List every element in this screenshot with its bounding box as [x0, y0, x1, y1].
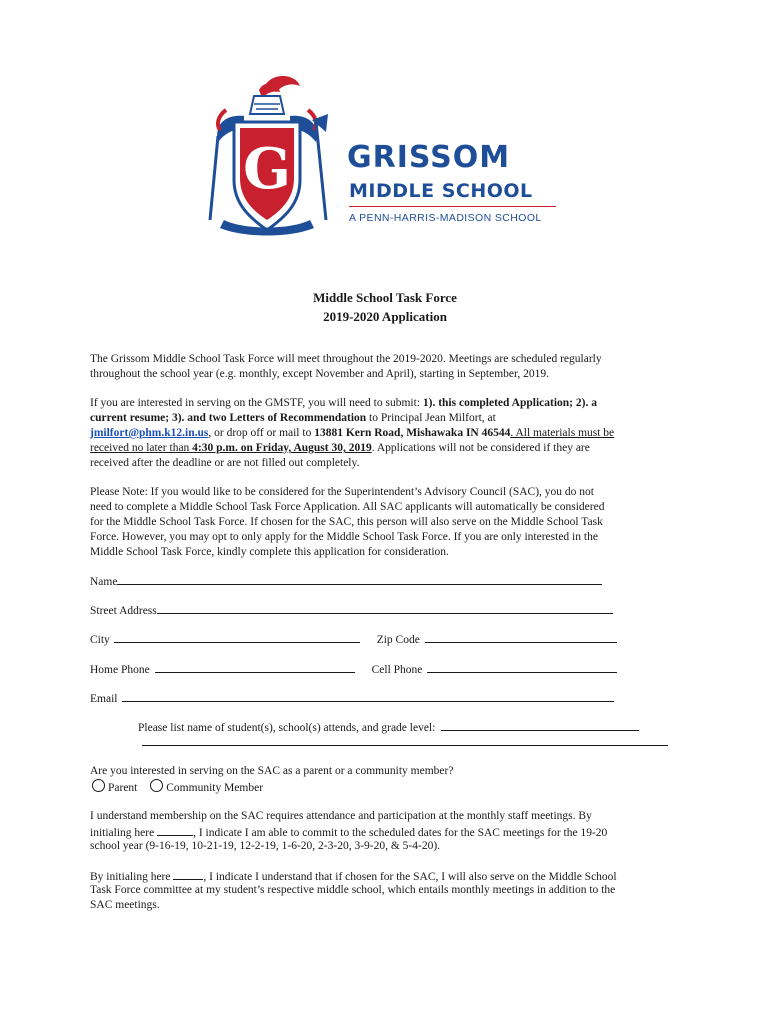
commit-line-3: school year (9-16-19, 10-21-19, 12-2-19, 1-6-20, 2-3-20, 3-9-20, & 5-4-20). — [90, 840, 441, 852]
parent-radio[interactable] — [92, 779, 105, 792]
students-label: Please list name of student(s), school(s) attends, and grade level: — [138, 722, 436, 734]
logo-school-type: MIDDLE SCHOOL — [349, 180, 533, 202]
logo-divider — [349, 206, 556, 207]
submit-line-3 — [90, 426, 614, 441]
street-address-field[interactable] — [157, 602, 613, 614]
name-field-row — [90, 573, 602, 590]
commit-initial-text: initialing here — [90, 827, 158, 839]
name-label: Name — [90, 576, 118, 588]
students-field[interactable] — [441, 719, 639, 731]
sac-question: Are you interested in serving on the SAC as a parent or a community member? — [90, 765, 454, 777]
school-address: 13881 Kern Road, Mishawaka IN 46544 — [314, 427, 511, 439]
final-initial-text: By initialing here — [90, 871, 174, 883]
submit-line-4 — [90, 441, 590, 456]
crest-letter: G — [243, 136, 291, 202]
city-field[interactable] — [114, 631, 360, 643]
submit-items: 1). this completed Application; 2). a — [422, 397, 597, 409]
sac-options-row — [90, 779, 263, 796]
parent-option-label: Parent — [108, 782, 138, 794]
cell-phone-label: Cell Phone — [371, 664, 423, 676]
final-line-3: SAC meetings. — [90, 899, 160, 911]
home-phone-field[interactable] — [155, 661, 355, 673]
principal-email-link[interactable]: jmilfort@phm.k12.in.us — [90, 427, 209, 439]
submit-line-1 — [90, 396, 597, 411]
intro-line-2: throughout the school year (e.g. monthly, except November and April), starting in September, 2019. — [90, 368, 550, 380]
submit-line-5: received after the deadline or are not filled out completely. — [90, 457, 360, 469]
students-row-2 — [142, 734, 668, 751]
logo-tagline: A PENN-HARRIS-MADISON SCHOOL — [349, 212, 542, 224]
note-line-4: Force. However, you may opt to only apply for the Middle School Task Force. If you are only interested in the — [90, 531, 598, 543]
submit-text: If you are interested in serving on the GMSTF, you will need to submit: — [90, 397, 423, 409]
logo-school-name: GRISSOM — [347, 140, 511, 175]
submission-deadline: 4:30 p.m. on Friday, August 30, 2019 — [192, 442, 372, 454]
note-line-5: Middle School Task Force, kindly complete this application for consideration. — [90, 546, 449, 558]
submit-items-2: current resume; 3). and two Letters of Recommendation — [90, 412, 367, 424]
note-line-1: Please Note: If you would like to be considered for the Superintendent’s Advisory Council (SAC), you do not — [90, 486, 595, 498]
students-field-continued[interactable] — [142, 734, 668, 746]
page-title: Middle School Task Force — [313, 290, 457, 305]
final-line-2: Task Force committee at my student’s respective middle school, which entails monthly meetings in addition to the — [90, 884, 616, 896]
final-initials-field[interactable] — [173, 868, 203, 880]
city-zip-row — [90, 631, 617, 648]
submit-consider: . Applications will not be considered if they are — [371, 442, 590, 454]
email-label: Email — [90, 693, 118, 705]
submit-to: to Principal Jean Milfort, at — [366, 412, 496, 424]
cell-phone-field[interactable] — [427, 661, 617, 673]
zip-code-field[interactable] — [425, 631, 617, 643]
street-label: Street Address — [90, 605, 157, 617]
submit-received: received no later than — [90, 442, 193, 454]
note-line-2: need to complete a Middle School Task Force Application. All SAC applicants will automatically be considered — [90, 501, 605, 513]
zip-label: Zip Code — [376, 634, 420, 646]
email-field[interactable] — [122, 690, 614, 702]
community-member-radio[interactable] — [150, 779, 163, 792]
submit-must: . All materials must be — [510, 427, 615, 439]
city-label: City — [90, 634, 110, 646]
submit-mail: , or drop off or mail to — [208, 427, 315, 439]
submit-line-2 — [90, 411, 496, 426]
crest-icon — [204, 70, 334, 240]
school-logo — [204, 70, 564, 240]
intro-line-1: The Grissom Middle School Task Force will meet throughout the 2019-2020. Meetings are scheduled regularly — [90, 353, 602, 365]
page-subtitle: 2019-2020 Application — [323, 309, 447, 324]
note-line-3: for the Middle School Task Force. If chosen for the SAC, this person will also serve on the Middle School Task — [90, 516, 603, 528]
name-field[interactable] — [117, 573, 602, 585]
community-option-label: Community Member — [166, 782, 264, 794]
final-understand-text: , I indicate I understand that if chosen for the SAC, I will also serve on the Middle School — [203, 871, 617, 883]
email-field-row — [90, 690, 614, 707]
commit-initials-field[interactable] — [157, 824, 193, 836]
commit-line-1: I understand membership on the SAC requires attendance and participation at the monthly staff meetings. By — [90, 810, 592, 822]
home-phone-label: Home Phone — [90, 664, 150, 676]
commit-dates-text: , I indicate I am able to commit to the scheduled dates for the SAC meetings for the 19-20 — [193, 827, 608, 839]
phone-row — [90, 661, 617, 678]
street-field-row — [90, 602, 613, 619]
